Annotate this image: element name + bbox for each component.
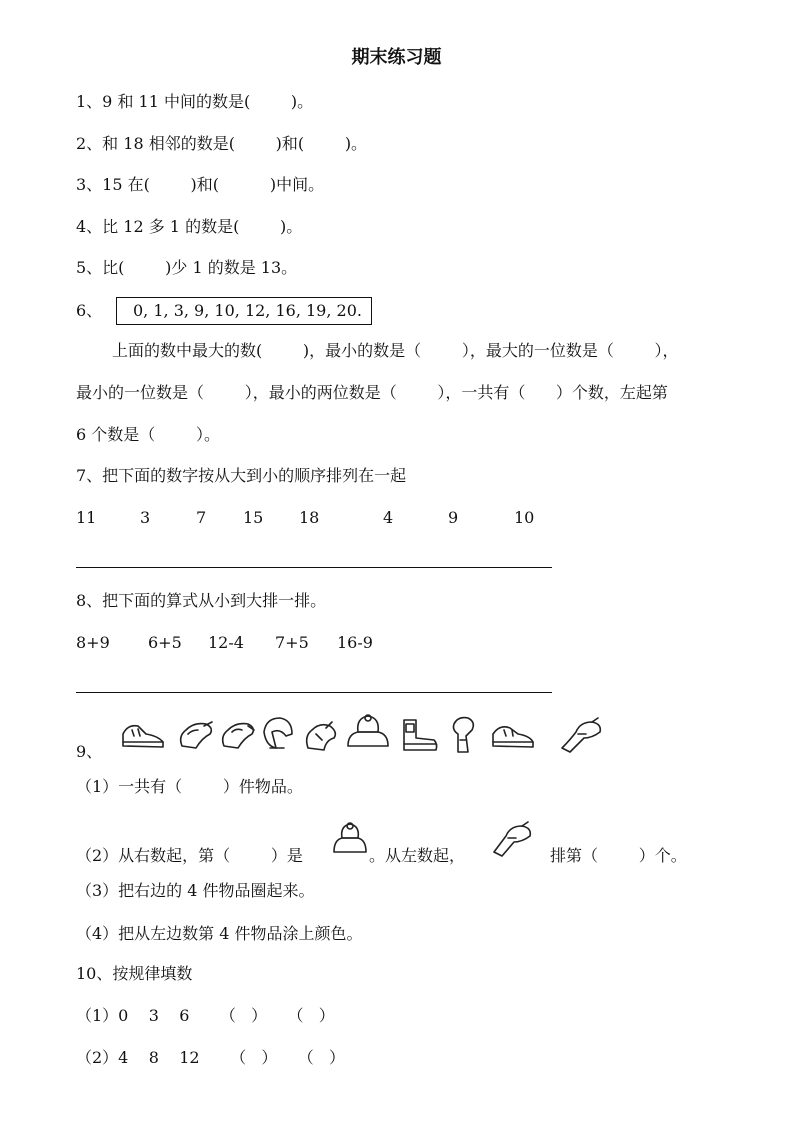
q7-number: 3 xyxy=(140,508,151,527)
q7-number: 9 xyxy=(448,508,459,527)
question-9-part-1: （1）一共有（ ）件物品。 xyxy=(76,777,303,796)
question-6-line-1: 上面的数中最大的数( )，最小的数是（ ），最大的一位数是（ ）， xyxy=(112,341,679,360)
question-8: 8、把下面的算式从小到大排一排。 xyxy=(76,591,327,610)
glove-icon xyxy=(302,718,342,754)
question-3: 3、15 在( )和( )中间。 xyxy=(76,175,325,194)
scarf-icon xyxy=(446,714,482,756)
hat-icon xyxy=(330,818,370,858)
q7-number: 10 xyxy=(514,508,535,527)
question-7: 7、把下面的数字按从大到小的顺序排列在一起 xyxy=(76,466,407,485)
glove-icon xyxy=(488,818,536,858)
q7-number: 15 xyxy=(243,508,264,527)
answer-line-q8 xyxy=(76,692,552,693)
q8-expression: 7+5 xyxy=(275,633,309,652)
q8-expression: 6+5 xyxy=(148,633,182,652)
number-box xyxy=(116,297,372,325)
question-6-label: 6、 xyxy=(76,301,103,320)
question-9-part-3: （3）把右边的 4 件物品圈起来。 xyxy=(76,881,315,900)
hat-icon xyxy=(344,712,392,752)
number-box-text: 0, 1, 3, 9, 10, 12, 16, 19, 20. xyxy=(133,301,362,320)
q7-number: 11 xyxy=(76,508,97,527)
question-4: 4、比 12 多 1 的数是( )。 xyxy=(76,217,303,236)
question-10: 10、按规律填数 xyxy=(76,964,193,983)
boot-icon xyxy=(398,716,440,754)
question-10-part-2: （2）4 8 12 （ ） （ ） xyxy=(76,1048,345,1067)
question-9-part-4: （4）把从左边数第 4 件物品涂上颜色。 xyxy=(76,924,363,943)
glove-icon xyxy=(218,718,258,752)
shoe-icon xyxy=(120,716,166,752)
shoe-icon xyxy=(490,718,536,752)
question-10-part-1: （1）0 3 6 （ ） （ ） xyxy=(76,1006,335,1025)
question-2: 2、和 18 相邻的数是( )和( )。 xyxy=(76,134,368,153)
q8-expression: 16-9 xyxy=(337,633,373,652)
page-title: 期末练习题 xyxy=(351,47,442,68)
q7-number: 7 xyxy=(196,508,207,527)
glove-icon xyxy=(176,718,216,752)
glove-icon xyxy=(556,714,606,754)
hat-icon xyxy=(258,714,298,754)
question-5: 5、比( )少 1 的数是 13。 xyxy=(76,258,298,277)
question-9-part-2a: （2）从右数起，第（ ）是 xyxy=(76,846,303,865)
q7-number: 18 xyxy=(299,508,320,527)
question-9-part-2c: 排第（ ）个。 xyxy=(550,846,687,865)
q7-number: 4 xyxy=(383,508,394,527)
question-1: 1、9 和 11 中间的数是( )。 xyxy=(76,92,314,111)
q8-expression: 8+9 xyxy=(76,633,110,652)
q8-expression: 12-4 xyxy=(208,633,244,652)
question-9-label: 9、 xyxy=(76,742,103,761)
question-9-part-2b: 。从左数起， xyxy=(369,846,466,865)
question-6-line-3: 6 个数是（ ）。 xyxy=(76,425,220,444)
question-6-line-2: 最小的一位数是（ ），最小的两位数是（ ），一共有（ ）个数，左起第 xyxy=(76,383,668,402)
answer-line-q7 xyxy=(76,567,552,568)
